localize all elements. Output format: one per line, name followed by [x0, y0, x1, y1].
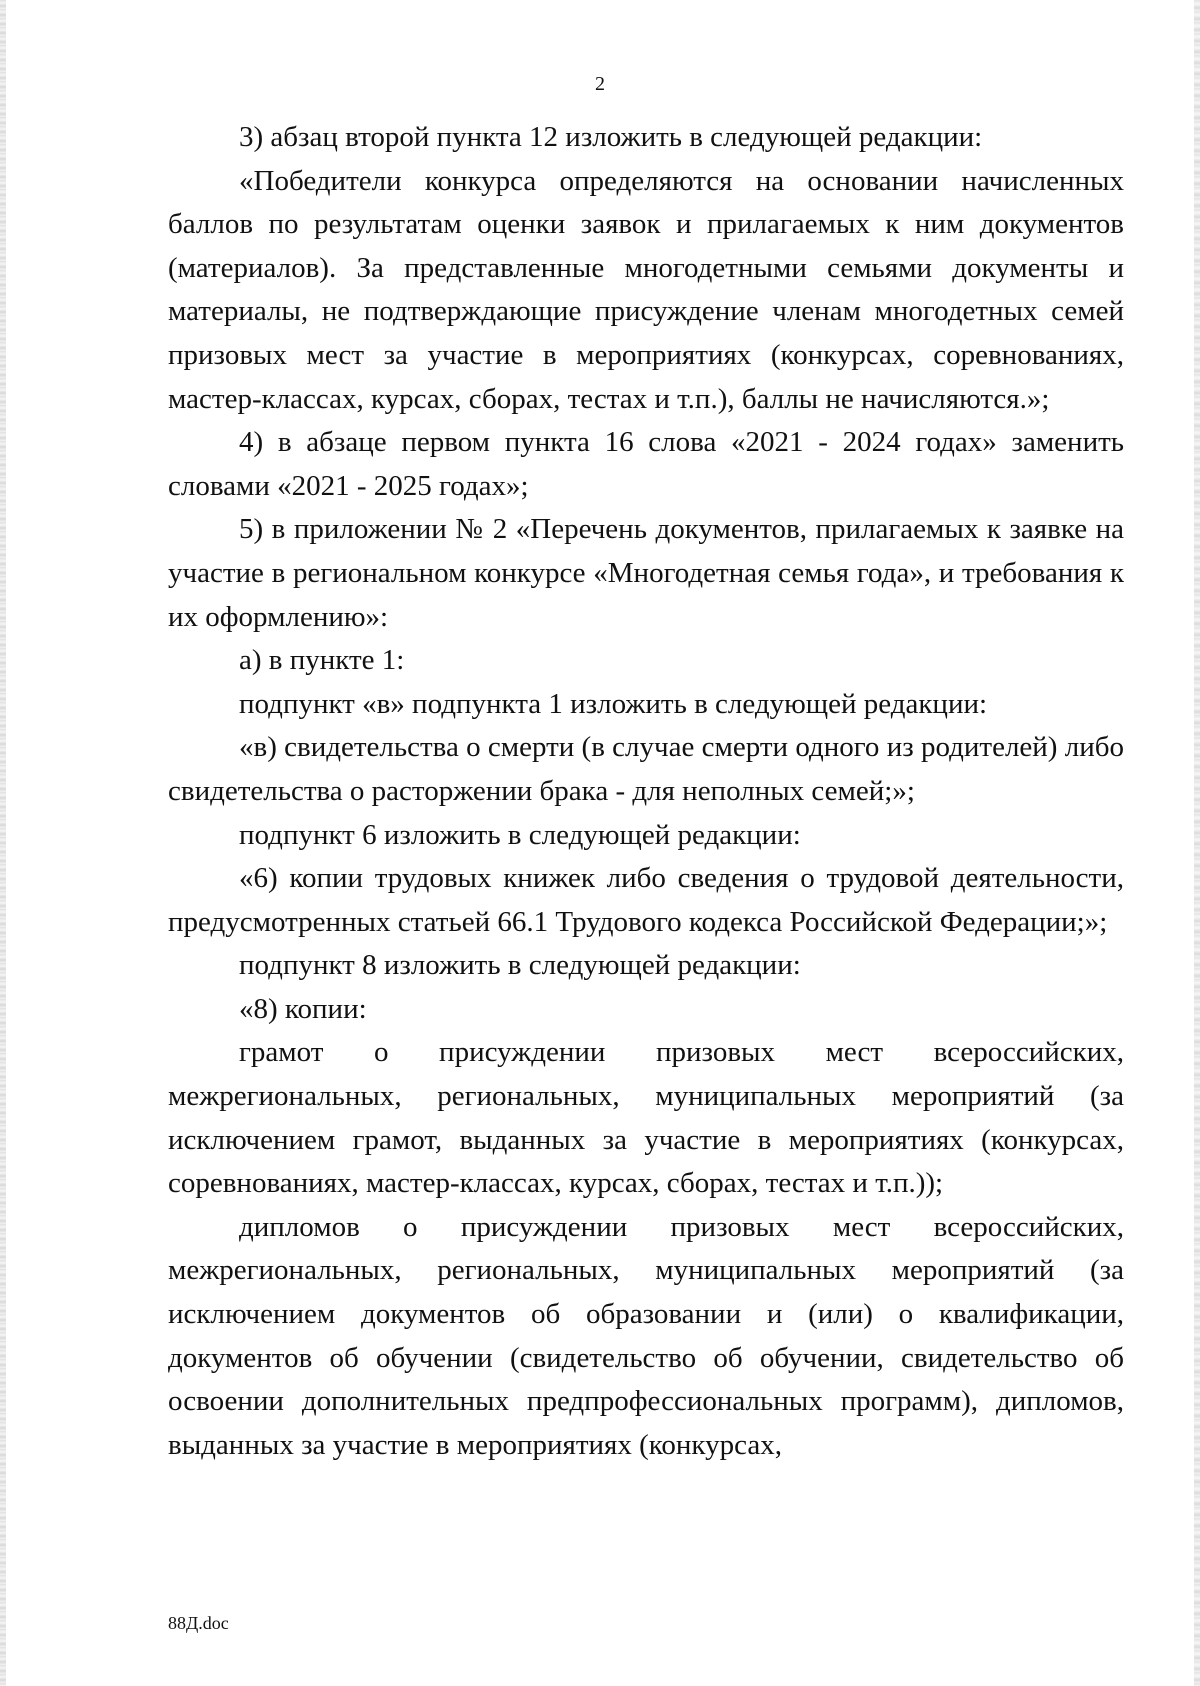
paragraph-item-4: 4) в абзаце первом пункта 16 слова «2021 - 2024 годах» заменить словами «2021 - 2025 годах»; [168, 426, 1124, 502]
page-number: 2 [595, 73, 605, 95]
paragraph-subitem-a: а) в пункте 1: [239, 644, 405, 677]
paragraph-item-5: 5) в приложении № 2 «Перечень документов, прилагаемых к заявке на участие в региональном конкурсе «Многодетная семья года», и требования к их оформлению»: [168, 513, 1124, 633]
scan-edge-left [0, 0, 6, 1686]
paragraph-subpoint-v-intro: подпункт «в» подпункта 1 изложить в следующей редакции: [239, 687, 988, 720]
paragraph-subpoint-8-intro: подпункт 8 изложить в следующей редакции: [239, 949, 801, 982]
paragraph-subpoint-v-quote: «в) свидетельства о смерти (в случае смерти одного из родителей) либо свидетельства о расторжении брака - для неполных семей;»; [168, 731, 1124, 807]
paragraph-subpoint-6-quote: «6) копии трудовых книжек либо сведения о трудовой деятельности, предусмотренных статьей 66.1 Трудового кодекса Российской Федерации;»; [168, 862, 1124, 938]
document-body [168, 116, 1124, 1467]
footer-file-name: 88Д.doc [168, 1613, 229, 1633]
paragraph-subpoint-6-intro: подпункт 6 изложить в следующей редакции: [239, 818, 801, 851]
paragraph-subpoint-8-copies: «8) копии: [239, 992, 367, 1025]
paragraph-winners-quote: «Победители конкурса определяются на основании начисленных баллов по результатам оценки заявок и прилагаемых к ним документов (материалов). За представленные многодетными семьями документы и материалы, не подтверждающие присуждение членам многодетных семей призовых мест за участие в мероприятиях (конкурсах, соревнованиях, мастер-классах, курсах, сборах, тестах и т.п.), баллы не начисляются.»; [168, 164, 1124, 415]
paragraph-certificates: грамот о присуждении призовых мест всероссийских, межрегиональных, региональных, муниципальных мероприятий (за исключением грамот, выданных за участие в мероприятиях (конкурсах, соревнованиях, мастер-классах, курсах, сборах, тестах и т.п.)); [168, 1036, 1124, 1200]
scan-edge-right [1194, 0, 1200, 1686]
paragraph-item-3: 3) абзац второй пункта 12 изложить в следующей редакции: [239, 121, 983, 153]
paragraph-diplomas: дипломов о присуждении призовых мест всероссийских, межрегиональных, региональных, муниципальных мероприятий (за исключением документов об образовании и (или) о квалификации, документов об обучении (свидетельство об обучении, свидетельство об освоении дополнительных предпрофессиональных программ), дипломов, выданных за участие в мероприятиях (конкурсах, [168, 1210, 1124, 1461]
